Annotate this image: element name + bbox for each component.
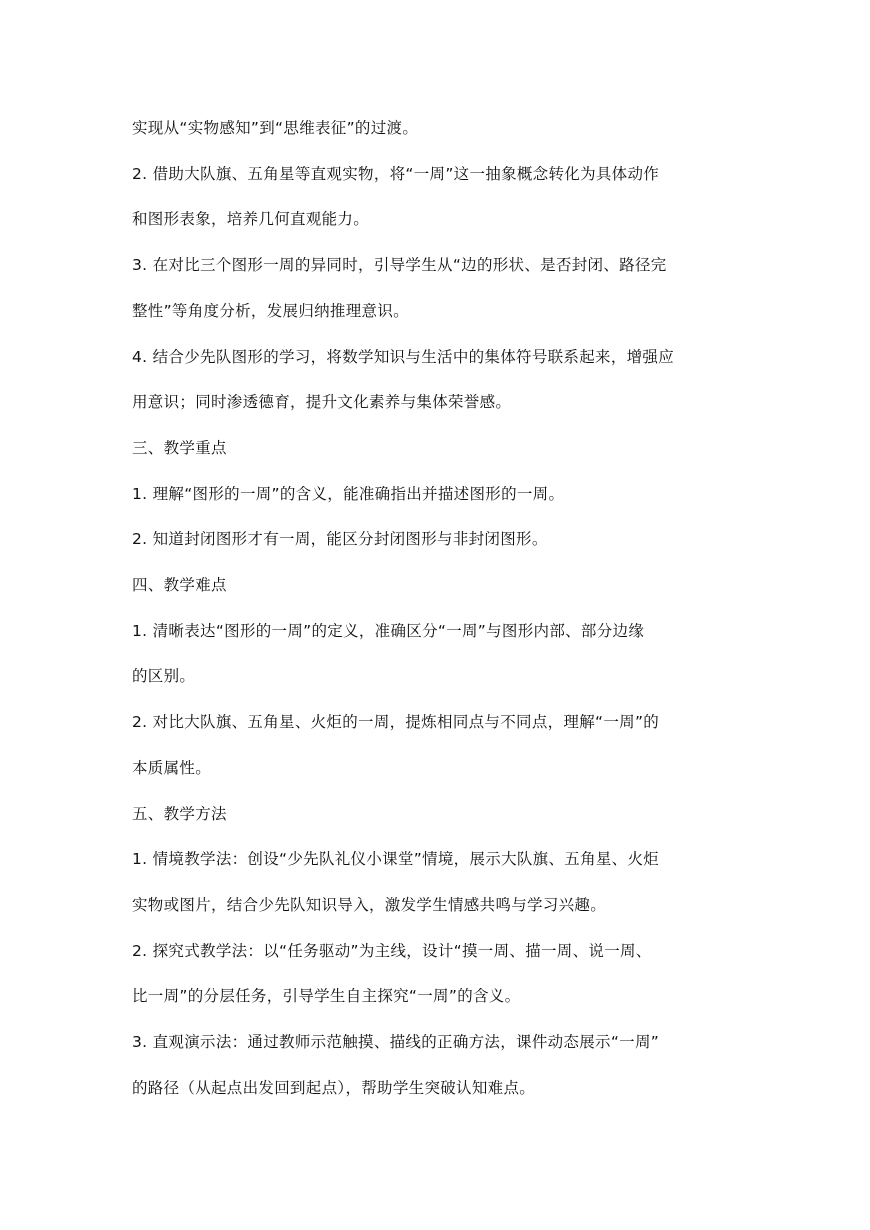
text-line-20: 比一周”的分层任务，引导学生自主探究“一周”的含义。 — [132, 987, 521, 1005]
text-line-6: 4. 结合少先队图形的学习，将数学知识与生活中的集体符号联系起来，增强应 — [132, 348, 675, 366]
text-line-7: 用意识；同时渗透德育，提升文化素养与集体荣誉感。 — [132, 393, 512, 411]
text-line-9: 1. 理解“图形的一周”的含义，能准确指出并描述图形的一周。 — [132, 485, 565, 503]
text-line-22: 的路径（从起点出发回到起点），帮助学生突破认知难点。 — [132, 1079, 536, 1097]
text-line-2: 2. 借助大队旗、五角星等直观实物，将“一周”这一抽象概念转化为具体动作 — [132, 165, 660, 183]
text-line-12: 1. 清晰表达“图形的一周”的定义，准确区分“一周”与图形内部、部分边缘 — [132, 622, 645, 640]
text-line-4: 3. 在对比三个图形一周的异同时，引导学生从“边的形状、是否封闭、路径完 — [132, 256, 667, 274]
text-line-1: 实现从“实物感知”到“思维表征”的过渡。 — [132, 119, 419, 137]
section-heading-methods: 五、教学方法 — [132, 805, 227, 823]
text-line-10: 2. 知道封闭图形才有一周，能区分封闭图形与非封闭图形。 — [132, 530, 548, 548]
text-line-18: 实物或图片，结合少先队知识导入，激发学生情感共鸣与学习兴趣。 — [132, 896, 607, 914]
text-line-5: 整性”等角度分析，发展归纳推理意识。 — [132, 302, 409, 320]
text-line-17: 1. 情境教学法：创设“少先队礼仪小课堂”情境，展示大队旗、五角星、火炬 — [132, 850, 660, 868]
text-line-21: 3. 直观演示法：通过教师示范触摸、描线的正确方法，课件动态展示“一周” — [132, 1033, 660, 1051]
text-line-13: 的区别。 — [132, 667, 196, 685]
section-heading-difficulties: 四、教学难点 — [132, 576, 227, 594]
section-heading-key-points: 三、教学重点 — [132, 439, 227, 457]
text-line-14: 2. 对比大队旗、五角星、火炬的一周，提炼相同点与不同点，理解“一周”的 — [132, 713, 660, 731]
text-line-19: 2. 探究式教学法：以“任务驱动”为主线，设计“摸一周、描一周、说一周、 — [132, 942, 652, 960]
text-line-3: 和图形表象，培养几何直观能力。 — [132, 210, 370, 228]
text-line-15: 本质属性。 — [132, 759, 212, 777]
